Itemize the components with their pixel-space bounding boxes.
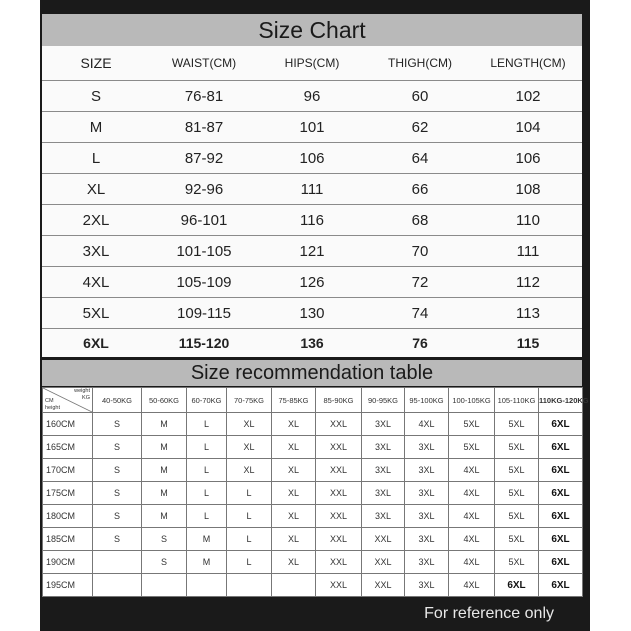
- size-recommendation-cell: 4XL: [449, 482, 495, 505]
- size-label: XL: [42, 174, 150, 205]
- size-label: 3XL: [42, 236, 150, 267]
- weight-header: 105-110KG: [495, 388, 539, 413]
- measurement-cell: 106: [258, 143, 366, 174]
- measurement-cell: 115-120: [178, 335, 230, 351]
- measurement-cell: 111: [474, 236, 582, 267]
- size-recommendation-cell: XXL: [316, 574, 362, 597]
- height-label: 185CM: [43, 528, 93, 551]
- size-recommendation-cell: 3XL: [362, 482, 405, 505]
- measurement-cell: 62: [366, 112, 474, 143]
- height-label: 160CM: [43, 413, 93, 436]
- size-chart-row: [42, 174, 582, 205]
- measurement-cell: 113: [474, 298, 582, 329]
- size-recommendation-cell: XL: [272, 436, 316, 459]
- size-recommendation-cell: M: [142, 505, 187, 528]
- size-recommendation-cell: M: [142, 436, 187, 459]
- height-label: 170CM: [43, 459, 93, 482]
- weight-header: 75-85KG: [272, 388, 316, 413]
- measurement-cell: 102: [474, 81, 582, 112]
- size-label: M: [42, 112, 150, 143]
- size-recommendation-cell: 3XL: [405, 459, 449, 482]
- weight-header: 40-50KG: [93, 388, 142, 413]
- size-recommendation-cell: 5XL: [495, 551, 539, 574]
- weight-header: 70-75KG: [227, 388, 272, 413]
- footer-bar: [40, 599, 590, 631]
- weight-header: 90-95KG: [362, 388, 405, 413]
- size-recommendation-cell: M: [187, 551, 227, 574]
- size-recommendation-cell: 3XL: [362, 459, 405, 482]
- size-recommendation-cell: 5XL: [495, 459, 539, 482]
- size-recommendation-cell: 6XL: [539, 482, 583, 505]
- measurement-cell: 81-87: [150, 112, 258, 143]
- size-recommendation-cell: XL: [227, 436, 272, 459]
- size-recommendation-cell: XXL: [316, 482, 362, 505]
- size-recommendation-cell: S: [93, 436, 142, 459]
- weight-header: 50-60KG: [142, 388, 187, 413]
- size-recommendation-cell: 4XL: [405, 413, 449, 436]
- size-recommendation-cell: [272, 574, 316, 597]
- measurement-cell: 126: [258, 267, 366, 298]
- size-recommendation-cell: XXL: [362, 528, 405, 551]
- size-recommendation-cell: L: [187, 436, 227, 459]
- measurement-cell: 96: [258, 81, 366, 112]
- recommendation-row: [43, 413, 583, 436]
- size-recommendation-cell: XXL: [316, 505, 362, 528]
- size-recommendation-cell: S: [93, 413, 142, 436]
- size-recommendation-cell: XL: [272, 459, 316, 482]
- size-recommendation-cell: S: [142, 551, 187, 574]
- size-recommendation-cell: S: [93, 505, 142, 528]
- recommendation-row: [43, 505, 583, 528]
- size-label: 4XL: [42, 267, 150, 298]
- measurement-cell: 121: [258, 236, 366, 267]
- size-chart-row: [42, 298, 582, 329]
- size-recommendation-cell: XL: [227, 413, 272, 436]
- size-recommendation-cell: 6XL: [539, 505, 583, 528]
- height-label: 195CM: [43, 574, 93, 597]
- size-chart-header-row: [42, 46, 582, 81]
- size-recommendation-cell: 6XL: [539, 459, 583, 482]
- measurement-cell: 104: [474, 112, 582, 143]
- measurement-cell: 136: [300, 335, 324, 351]
- size-recommendation-cell: 6XL: [539, 436, 583, 459]
- recommendation-row: [43, 459, 583, 482]
- size-recommendation-cell: 5XL: [495, 528, 539, 551]
- size-chart-title: Size Chart: [42, 14, 582, 46]
- size-recommendation-cell: M: [187, 528, 227, 551]
- size-recommendation-cell: XL: [272, 551, 316, 574]
- height-label: 175CM: [43, 482, 93, 505]
- size-chart-row: [42, 236, 582, 267]
- size-recommendation-cell: L: [227, 505, 272, 528]
- size-recommendation-cell: 6XL: [495, 574, 539, 597]
- measurement-cell: 70: [366, 236, 474, 267]
- size-chart-header: WAIST(CM): [150, 46, 258, 81]
- measurement-cell: 96-101: [150, 205, 258, 236]
- weight-header: 100-105KG: [449, 388, 495, 413]
- size-recommendation-cell: M: [142, 459, 187, 482]
- size-recommendation-cell: 5XL: [495, 505, 539, 528]
- size-recommendation-cell: M: [142, 413, 187, 436]
- measurement-cell: 87-92: [150, 143, 258, 174]
- size-recommendation-cell: [142, 574, 187, 597]
- size-chart-row: [42, 329, 582, 358]
- corner-height-label: CM height: [45, 398, 60, 411]
- measurement-cell: 101-105: [150, 236, 258, 267]
- size-recommendation-cell: 5XL: [495, 413, 539, 436]
- size-recommendation-cell: XXL: [362, 551, 405, 574]
- size-chart-row: [42, 267, 582, 298]
- measurement-cell: 76: [412, 335, 428, 351]
- size-recommendation-cell: 6XL: [539, 574, 583, 597]
- size-recommendation-cell: 3XL: [405, 436, 449, 459]
- corner-weight-label: weight KG: [74, 388, 90, 401]
- measurement-cell: 116: [258, 205, 366, 236]
- size-recommendation-cell: XXL: [316, 528, 362, 551]
- size-recommendation-cell: L: [187, 482, 227, 505]
- size-recommendation-cell: XL: [227, 459, 272, 482]
- recommendation-row: [43, 528, 583, 551]
- measurement-cell: 110: [474, 205, 582, 236]
- weight-header: 85-90KG: [316, 388, 362, 413]
- recommendation-row: [43, 482, 583, 505]
- size-recommendation-cell: XL: [272, 505, 316, 528]
- size-recommendation-cell: 3XL: [405, 551, 449, 574]
- size-recommendation-cell: XL: [272, 413, 316, 436]
- size-label: 6XL: [83, 335, 109, 351]
- size-recommendation-cell: 4XL: [449, 528, 495, 551]
- measurement-cell: 60: [366, 81, 474, 112]
- measurement-cell: 130: [258, 298, 366, 329]
- size-chart-row: [42, 112, 582, 143]
- size-chart-row: [42, 205, 582, 236]
- size-recommendation-cell: L: [227, 528, 272, 551]
- recommendation-header-row: [43, 388, 583, 413]
- measurement-cell: 64: [366, 143, 474, 174]
- size-recommendation-cell: [93, 574, 142, 597]
- size-label: 2XL: [42, 205, 150, 236]
- size-recommendation-cell: S: [93, 482, 142, 505]
- size-recommendation-cell: L: [227, 482, 272, 505]
- measurement-cell: 101: [258, 112, 366, 143]
- size-recommendation-cell: M: [142, 482, 187, 505]
- recommendation-row: [43, 574, 583, 597]
- size-recommendation-cell: L: [187, 413, 227, 436]
- size-recommendation-cell: XL: [272, 482, 316, 505]
- size-recommendation-cell: 6XL: [539, 528, 583, 551]
- size-recommendation-cell: 5XL: [495, 482, 539, 505]
- size-recommendation-cell: 4XL: [449, 574, 495, 597]
- measurement-cell: 74: [366, 298, 474, 329]
- size-recommendation-cell: 5XL: [449, 436, 495, 459]
- recommendation-corner-cell: [43, 388, 93, 413]
- recommendation-row: [43, 551, 583, 574]
- size-recommendation-cell: 6XL: [539, 551, 583, 574]
- measurement-cell: 111: [258, 174, 366, 205]
- size-recommendation-cell: L: [187, 505, 227, 528]
- weight-header: 110KG-120KG: [539, 388, 583, 413]
- measurement-cell: 112: [474, 267, 582, 298]
- recommendation-table: [42, 387, 589, 597]
- size-recommendation-cell: L: [187, 459, 227, 482]
- size-chart-header: HIPS(CM): [258, 46, 366, 81]
- weight-header: 95-100KG: [405, 388, 449, 413]
- height-label: 165CM: [43, 436, 93, 459]
- size-recommendation-cell: 4XL: [449, 505, 495, 528]
- size-recommendation-cell: S: [142, 528, 187, 551]
- size-chart-header: THIGH(CM): [366, 46, 474, 81]
- size-recommendation-cell: XXL: [362, 574, 405, 597]
- size-recommendation-cell: XXL: [316, 436, 362, 459]
- measurement-cell: 109-115: [150, 298, 258, 329]
- size-recommendation-cell: S: [93, 459, 142, 482]
- size-chart-header: SIZE: [42, 46, 150, 81]
- measurement-cell: 92-96: [150, 174, 258, 205]
- size-chart-row: [42, 81, 582, 112]
- size-label: L: [42, 143, 150, 174]
- size-chart-table: [42, 46, 582, 357]
- measurement-cell: 76-81: [150, 81, 258, 112]
- weight-header: 60-70KG: [187, 388, 227, 413]
- size-recommendation-cell: [93, 551, 142, 574]
- size-recommendation-cell: XL: [272, 528, 316, 551]
- height-label: 190CM: [43, 551, 93, 574]
- size-recommendation-cell: XXL: [316, 413, 362, 436]
- measurement-cell: 105-109: [150, 267, 258, 298]
- size-recommendation-cell: 4XL: [449, 551, 495, 574]
- size-recommendation-cell: 5XL: [495, 436, 539, 459]
- measurement-cell: 72: [366, 267, 474, 298]
- size-recommendation-cell: 3XL: [405, 482, 449, 505]
- size-recommendation-cell: 5XL: [449, 413, 495, 436]
- size-chart-row: [42, 143, 582, 174]
- size-recommendation-cell: S: [93, 528, 142, 551]
- size-recommendation-cell: [187, 574, 227, 597]
- size-chart-header: LENGTH(CM): [474, 46, 582, 81]
- size-recommendation-cell: [227, 574, 272, 597]
- size-recommendation-cell: 6XL: [539, 413, 583, 436]
- measurement-cell: 68: [366, 205, 474, 236]
- size-recommendation-cell: L: [227, 551, 272, 574]
- size-recommendation-cell: XXL: [316, 459, 362, 482]
- size-label: 5XL: [42, 298, 150, 329]
- measurement-cell: 108: [474, 174, 582, 205]
- size-recommendation-cell: 3XL: [362, 505, 405, 528]
- measurement-cell: 106: [474, 143, 582, 174]
- measurement-cell: 66: [366, 174, 474, 205]
- size-recommendation-cell: 3XL: [405, 528, 449, 551]
- size-recommendation-cell: 3XL: [405, 574, 449, 597]
- recommendation-row: [43, 436, 583, 459]
- recommendation-title: Size recommendation table: [42, 360, 582, 386]
- size-recommendation-cell: 3XL: [405, 505, 449, 528]
- size-recommendation-cell: XXL: [316, 551, 362, 574]
- reference-note: For reference only: [424, 605, 554, 622]
- height-label: 180CM: [43, 505, 93, 528]
- size-recommendation-cell: 3XL: [362, 413, 405, 436]
- size-label: S: [42, 81, 150, 112]
- size-recommendation-cell: 4XL: [449, 459, 495, 482]
- measurement-cell: 115: [516, 335, 540, 351]
- size-recommendation-cell: 3XL: [362, 436, 405, 459]
